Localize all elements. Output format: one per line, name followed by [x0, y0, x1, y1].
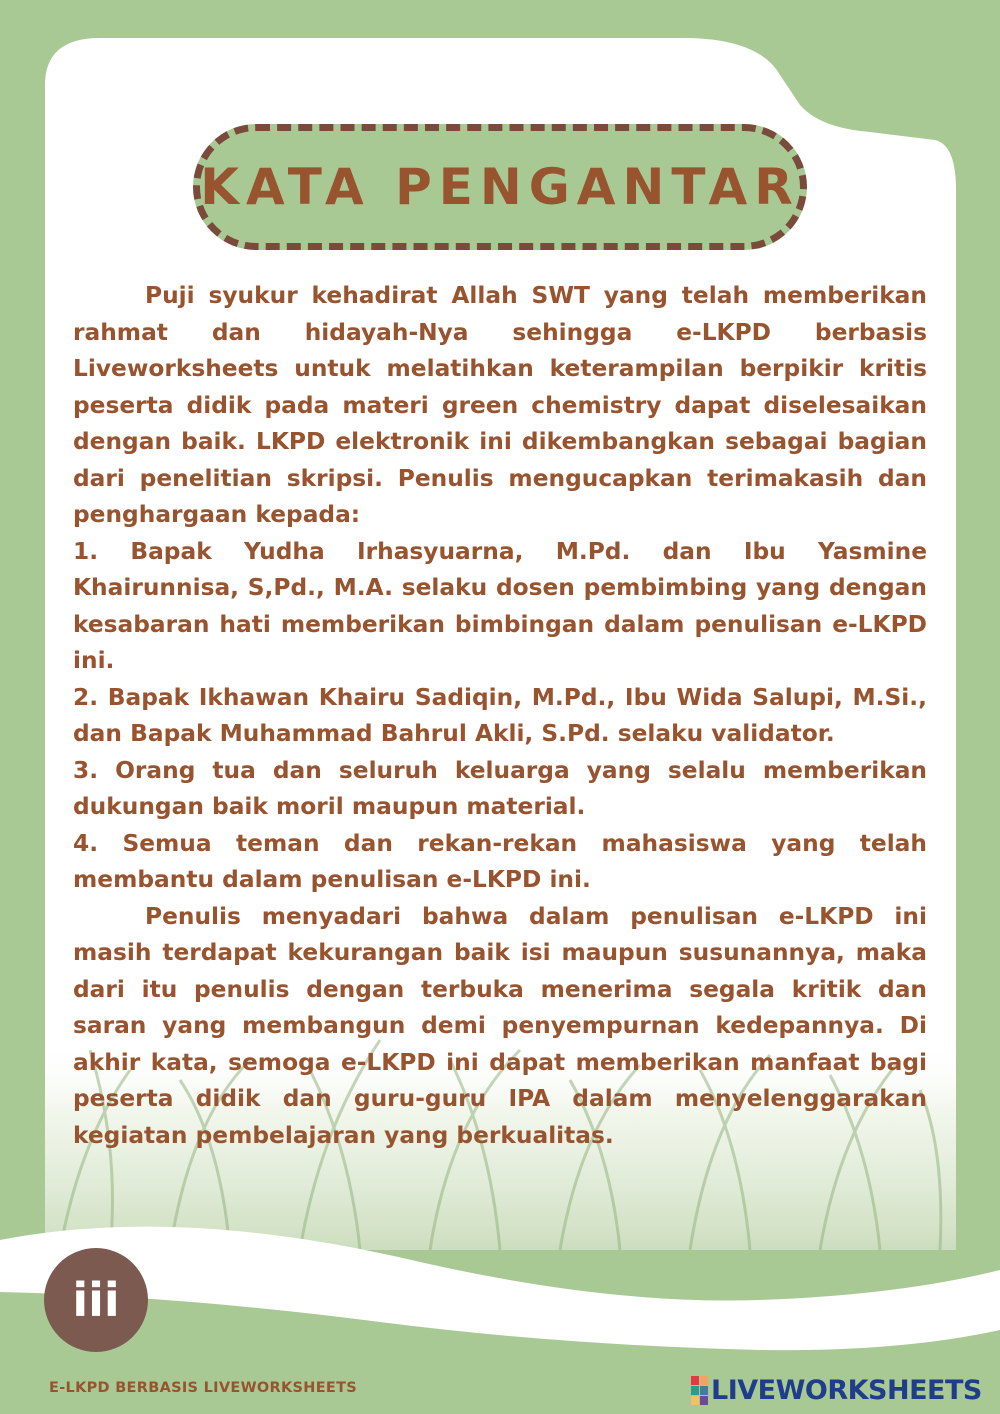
liveworksheets-logo[interactable] — [691, 1374, 982, 1406]
body-text — [73, 278, 927, 1154]
closing-paragraph: Penulis menyadari bahwa dalam penulisan e-LKPD ini masih terdapat kekurangan baik isi maupun susunannya, maka dari itu penulis dengan terbuka menerima segala kritik dan saran yang membangun demi penyempurnan kedepannya. Di akhir kata, semoga e-LKPD ini dapat memberikan manfaat bagi peserta didik dan guru-guru IPA dalam menyelenggarakan kegiatan pembelajaran yang berkualitas. — [73, 902, 927, 1149]
list-item-1: 1. Bapak Yudha Irhasyuarna, M.Pd. dan Ibu Yasmine Khairunnisa, S,Pd., M.A. selaku dosen pembimbing yang dengan kesabaran hati memberikan bimbingan dalam penulisan e-LKPD ini. — [73, 537, 927, 674]
page-number-badge — [44, 1248, 148, 1352]
logo-squares-icon — [691, 1376, 708, 1405]
logo-text: LIVEWORKSHEETS — [711, 1374, 982, 1406]
intro-paragraph: Puji syukur kehadirat Allah SWT yang telah memberikan rahmat dan hidayah-Nya sehingga e-LKPD berbasis Liveworksheets untuk melatihkan keterampilan berpikir kritis peserta didik pada materi green chemistry dapat diselesaikan dengan baik. LKPD elektronik ini dikembangkan sebagai bagian dari penelitian skripsi. Penulis mengucapkan terimakasih dan penghargaan kepada: — [73, 282, 927, 528]
page-number: iii — [72, 1273, 120, 1327]
list-item-3: 3. Orang tua dan seluruh keluarga yang selalu memberikan dukungan baik moril maupun material. — [73, 756, 927, 820]
footer-label: E-LKPD BERBASIS LIVEWORKSHEETS — [49, 1380, 358, 1396]
page-title: KATA PENGANTAR — [200, 158, 800, 216]
list-item-2: 2. Bapak Ikhawan Khairu Sadiqin, M.Pd., Ibu Wida Salupi, M.Si., dan Bapak Muhammad Bahrul Akli, S.Pd. selaku validator. — [73, 683, 927, 747]
list-item-4: 4. Semua teman dan rekan-rekan mahasiswa yang telah membantu dalam penulisan e-LKPD ini. — [73, 829, 927, 893]
title-banner — [193, 124, 807, 250]
